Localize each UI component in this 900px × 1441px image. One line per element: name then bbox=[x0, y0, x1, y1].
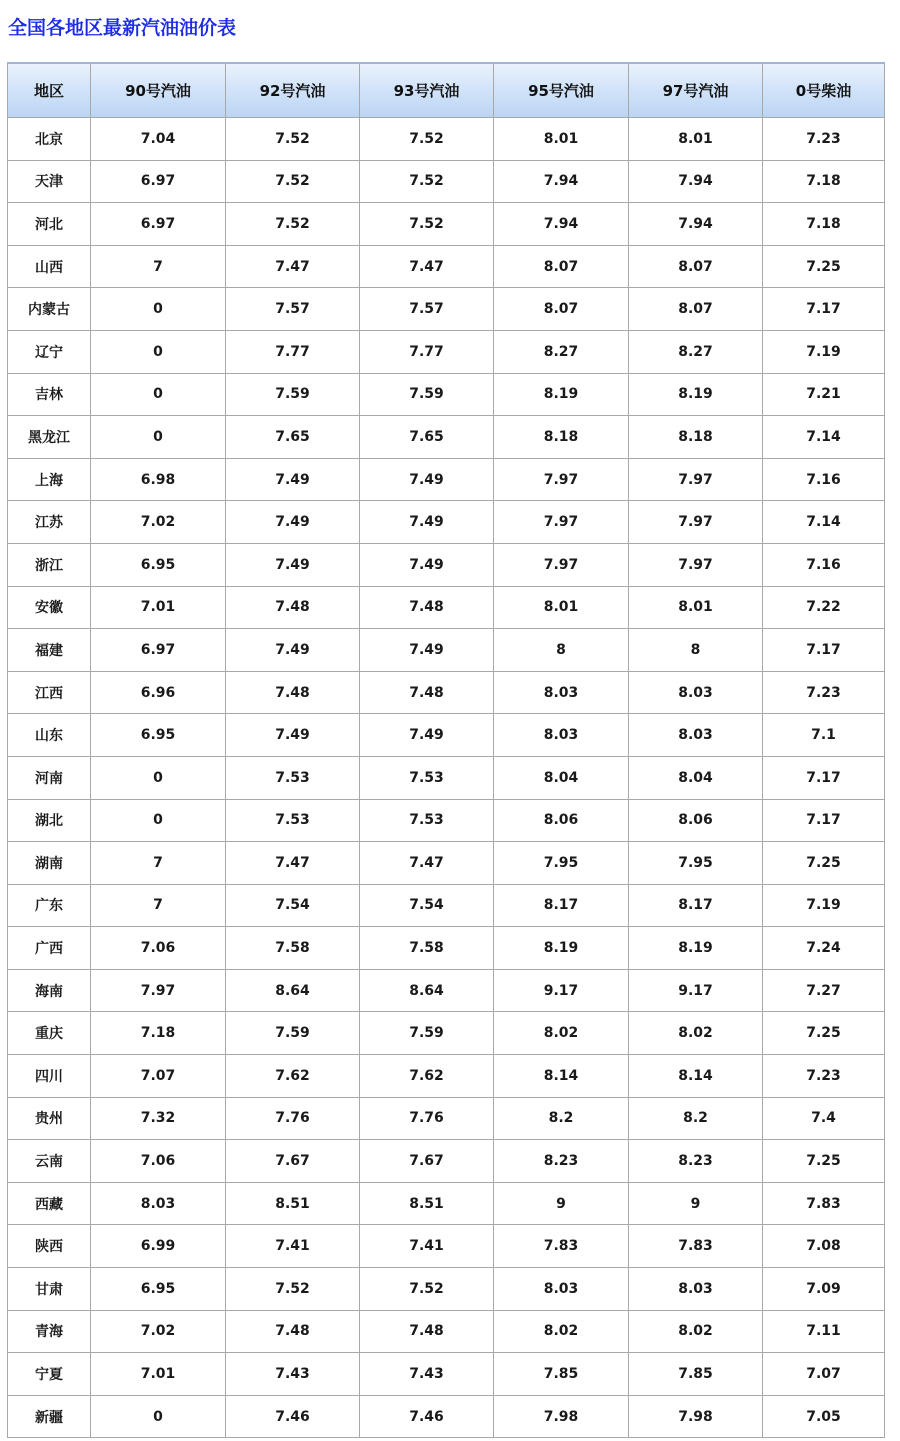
diesel-0-cell: 7.11 bbox=[763, 1310, 885, 1353]
table-header-row bbox=[8, 63, 885, 118]
diesel-0-cell: 7.25 bbox=[763, 842, 885, 885]
gasoline-90-cell: 6.98 bbox=[91, 458, 226, 501]
gasoline-97-cell: 8.03 bbox=[629, 671, 763, 714]
gasoline-95-cell: 9 bbox=[494, 1182, 629, 1225]
gasoline-93-cell: 7.65 bbox=[360, 416, 494, 459]
gasoline-92-cell: 7.48 bbox=[226, 671, 360, 714]
diesel-0-cell: 7.22 bbox=[763, 586, 885, 629]
table-row bbox=[8, 160, 885, 203]
region-cell: 江苏 bbox=[8, 501, 91, 544]
gasoline-93-cell: 7.58 bbox=[360, 927, 494, 970]
table-row bbox=[8, 373, 885, 416]
gasoline-90-cell: 6.95 bbox=[91, 714, 226, 757]
region-cell: 山东 bbox=[8, 714, 91, 757]
gasoline-90-cell: 6.96 bbox=[91, 671, 226, 714]
gasoline-90-cell: 0 bbox=[91, 1395, 226, 1438]
diesel-0-cell: 7.21 bbox=[763, 373, 885, 416]
gasoline-93-cell: 7.52 bbox=[360, 118, 494, 161]
diesel-0-cell: 7.14 bbox=[763, 416, 885, 459]
gasoline-90-cell: 7.06 bbox=[91, 1140, 226, 1183]
table-row bbox=[8, 671, 885, 714]
gasoline-90-cell: 7 bbox=[91, 245, 226, 288]
gasoline-92-cell: 7.49 bbox=[226, 714, 360, 757]
table-row bbox=[8, 501, 885, 544]
gasoline-93-cell: 8.64 bbox=[360, 969, 494, 1012]
gasoline-92-cell: 7.49 bbox=[226, 629, 360, 672]
gasoline-97-cell: 7.97 bbox=[629, 458, 763, 501]
gasoline-95-cell: 8.2 bbox=[494, 1097, 629, 1140]
region-cell: 甘肃 bbox=[8, 1268, 91, 1311]
gasoline-93-cell: 7.76 bbox=[360, 1097, 494, 1140]
table-row bbox=[8, 1012, 885, 1055]
gasoline-97-cell: 7.85 bbox=[629, 1353, 763, 1396]
table-row bbox=[8, 586, 885, 629]
gasoline-93-cell: 7.48 bbox=[360, 1310, 494, 1353]
gasoline-97-cell: 7.95 bbox=[629, 842, 763, 885]
gasoline-93-cell: 7.53 bbox=[360, 756, 494, 799]
gasoline-95-cell: 8.02 bbox=[494, 1310, 629, 1353]
gasoline-92-cell: 8.51 bbox=[226, 1182, 360, 1225]
gasoline-95-cell: 7.97 bbox=[494, 458, 629, 501]
gasoline-95-cell: 7.94 bbox=[494, 203, 629, 246]
region-cell: 湖北 bbox=[8, 799, 91, 842]
table-row bbox=[8, 756, 885, 799]
gasoline-95-cell: 8.14 bbox=[494, 1055, 629, 1098]
region-cell: 上海 bbox=[8, 458, 91, 501]
gasoline-90-cell: 7.02 bbox=[91, 1310, 226, 1353]
gasoline-90-cell: 0 bbox=[91, 373, 226, 416]
gasoline-92-cell: 7.52 bbox=[226, 203, 360, 246]
diesel-0-cell: 7.07 bbox=[763, 1353, 885, 1396]
region-cell: 广东 bbox=[8, 884, 91, 927]
region-cell: 北京 bbox=[8, 118, 91, 161]
region-cell: 重庆 bbox=[8, 1012, 91, 1055]
table-row bbox=[8, 799, 885, 842]
gasoline-97-cell: 8.19 bbox=[629, 927, 763, 970]
gasoline-97-cell: 9 bbox=[629, 1182, 763, 1225]
gasoline-92-cell: 7.47 bbox=[226, 842, 360, 885]
gasoline-90-cell: 7.01 bbox=[91, 1353, 226, 1396]
table-row bbox=[8, 1225, 885, 1268]
gasoline-93-cell: 7.41 bbox=[360, 1225, 494, 1268]
diesel-0-cell: 7.17 bbox=[763, 288, 885, 331]
diesel-0-cell: 7.24 bbox=[763, 927, 885, 970]
gasoline-97-cell: 7.98 bbox=[629, 1395, 763, 1438]
diesel-0-cell: 7.23 bbox=[763, 1055, 885, 1098]
gasoline-95-cell: 8.19 bbox=[494, 373, 629, 416]
gasoline-97-cell: 8.01 bbox=[629, 118, 763, 161]
gasoline-90-cell: 7.18 bbox=[91, 1012, 226, 1055]
gasoline-97-cell: 8.07 bbox=[629, 245, 763, 288]
gasoline-97-cell: 7.97 bbox=[629, 501, 763, 544]
gasoline-95-cell: 8.03 bbox=[494, 671, 629, 714]
gasoline-90-cell: 6.95 bbox=[91, 1268, 226, 1311]
gasoline-95-cell: 8.17 bbox=[494, 884, 629, 927]
table-row bbox=[8, 842, 885, 885]
gasoline-92-cell: 7.53 bbox=[226, 756, 360, 799]
gasoline-95-cell: 8.19 bbox=[494, 927, 629, 970]
gasoline-97-cell: 8.02 bbox=[629, 1012, 763, 1055]
gasoline-93-cell: 7.67 bbox=[360, 1140, 494, 1183]
gasoline-93-cell: 7.53 bbox=[360, 799, 494, 842]
gasoline-95-cell: 8.01 bbox=[494, 118, 629, 161]
gasoline-97-cell: 8.03 bbox=[629, 714, 763, 757]
gasoline-90-cell: 6.97 bbox=[91, 203, 226, 246]
region-cell: 新疆 bbox=[8, 1395, 91, 1438]
gasoline-95-cell: 7.94 bbox=[494, 160, 629, 203]
gasoline-95-cell: 8.27 bbox=[494, 330, 629, 373]
table-row bbox=[8, 288, 885, 331]
header-region: 地区 bbox=[8, 63, 91, 118]
table-row bbox=[8, 330, 885, 373]
gasoline-92-cell: 7.46 bbox=[226, 1395, 360, 1438]
gasoline-92-cell: 7.58 bbox=[226, 927, 360, 970]
region-cell: 河南 bbox=[8, 756, 91, 799]
region-cell: 浙江 bbox=[8, 543, 91, 586]
table-row bbox=[8, 1353, 885, 1396]
diesel-0-cell: 7.4 bbox=[763, 1097, 885, 1140]
gasoline-95-cell: 7.85 bbox=[494, 1353, 629, 1396]
table-row bbox=[8, 1097, 885, 1140]
gasoline-93-cell: 8.51 bbox=[360, 1182, 494, 1225]
table-row bbox=[8, 927, 885, 970]
diesel-0-cell: 7.16 bbox=[763, 543, 885, 586]
region-cell: 江西 bbox=[8, 671, 91, 714]
region-cell: 内蒙古 bbox=[8, 288, 91, 331]
gasoline-97-cell: 8.06 bbox=[629, 799, 763, 842]
gasoline-90-cell: 7.06 bbox=[91, 927, 226, 970]
gasoline-93-cell: 7.52 bbox=[360, 1268, 494, 1311]
gasoline-95-cell: 8.07 bbox=[494, 245, 629, 288]
table-row bbox=[8, 416, 885, 459]
table-row bbox=[8, 1182, 885, 1225]
gasoline-93-cell: 7.47 bbox=[360, 245, 494, 288]
header-gasoline-93: 93号汽油 bbox=[360, 63, 494, 118]
gasoline-95-cell: 7.97 bbox=[494, 543, 629, 586]
gasoline-97-cell: 8 bbox=[629, 629, 763, 672]
gasoline-90-cell: 6.97 bbox=[91, 160, 226, 203]
gasoline-92-cell: 7.49 bbox=[226, 543, 360, 586]
gasoline-93-cell: 7.49 bbox=[360, 543, 494, 586]
gasoline-95-cell: 7.98 bbox=[494, 1395, 629, 1438]
gasoline-93-cell: 7.59 bbox=[360, 1012, 494, 1055]
table-row bbox=[8, 1140, 885, 1183]
gasoline-92-cell: 7.77 bbox=[226, 330, 360, 373]
gasoline-95-cell: 8.06 bbox=[494, 799, 629, 842]
region-cell: 辽宁 bbox=[8, 330, 91, 373]
gasoline-90-cell: 7.02 bbox=[91, 501, 226, 544]
table-row bbox=[8, 629, 885, 672]
gasoline-92-cell: 7.48 bbox=[226, 1310, 360, 1353]
gasoline-97-cell: 9.17 bbox=[629, 969, 763, 1012]
gasoline-93-cell: 7.43 bbox=[360, 1353, 494, 1396]
region-cell: 河北 bbox=[8, 203, 91, 246]
gasoline-95-cell: 8.02 bbox=[494, 1012, 629, 1055]
region-cell: 山西 bbox=[8, 245, 91, 288]
region-cell: 陕西 bbox=[8, 1225, 91, 1268]
region-cell: 吉林 bbox=[8, 373, 91, 416]
diesel-0-cell: 7.27 bbox=[763, 969, 885, 1012]
page-title: 全国各地区最新汽油油价表 bbox=[8, 17, 237, 39]
gasoline-90-cell: 7.04 bbox=[91, 118, 226, 161]
gasoline-93-cell: 7.49 bbox=[360, 458, 494, 501]
region-cell: 宁夏 bbox=[8, 1353, 91, 1396]
region-cell: 贵州 bbox=[8, 1097, 91, 1140]
diesel-0-cell: 7.25 bbox=[763, 245, 885, 288]
gasoline-93-cell: 7.49 bbox=[360, 629, 494, 672]
diesel-0-cell: 7.25 bbox=[763, 1140, 885, 1183]
region-cell: 福建 bbox=[8, 629, 91, 672]
gasoline-90-cell: 0 bbox=[91, 330, 226, 373]
gasoline-95-cell: 9.17 bbox=[494, 969, 629, 1012]
header-gasoline-92: 92号汽油 bbox=[226, 63, 360, 118]
region-cell: 天津 bbox=[8, 160, 91, 203]
gasoline-90-cell: 7 bbox=[91, 884, 226, 927]
gasoline-90-cell: 7.01 bbox=[91, 586, 226, 629]
gasoline-95-cell: 7.95 bbox=[494, 842, 629, 885]
gasoline-97-cell: 8.23 bbox=[629, 1140, 763, 1183]
gasoline-90-cell: 0 bbox=[91, 799, 226, 842]
diesel-0-cell: 7.17 bbox=[763, 799, 885, 842]
gasoline-92-cell: 7.47 bbox=[226, 245, 360, 288]
gasoline-97-cell: 8.07 bbox=[629, 288, 763, 331]
gasoline-92-cell: 7.49 bbox=[226, 501, 360, 544]
region-cell: 安徽 bbox=[8, 586, 91, 629]
oil-price-table bbox=[7, 62, 885, 1438]
gasoline-95-cell: 8.23 bbox=[494, 1140, 629, 1183]
gasoline-92-cell: 7.49 bbox=[226, 458, 360, 501]
gasoline-90-cell: 7.32 bbox=[91, 1097, 226, 1140]
gasoline-92-cell: 7.43 bbox=[226, 1353, 360, 1396]
table-row bbox=[8, 1055, 885, 1098]
gasoline-95-cell: 8.04 bbox=[494, 756, 629, 799]
gasoline-93-cell: 7.52 bbox=[360, 203, 494, 246]
gasoline-90-cell: 7 bbox=[91, 842, 226, 885]
gasoline-97-cell: 8.18 bbox=[629, 416, 763, 459]
region-cell: 青海 bbox=[8, 1310, 91, 1353]
diesel-0-cell: 7.1 bbox=[763, 714, 885, 757]
header-gasoline-97: 97号汽油 bbox=[629, 63, 763, 118]
table-row bbox=[8, 245, 885, 288]
table-body bbox=[8, 118, 885, 1438]
region-cell: 海南 bbox=[8, 969, 91, 1012]
gasoline-92-cell: 7.48 bbox=[226, 586, 360, 629]
gasoline-93-cell: 7.54 bbox=[360, 884, 494, 927]
gasoline-90-cell: 8.03 bbox=[91, 1182, 226, 1225]
diesel-0-cell: 7.83 bbox=[763, 1182, 885, 1225]
diesel-0-cell: 7.18 bbox=[763, 203, 885, 246]
diesel-0-cell: 7.18 bbox=[763, 160, 885, 203]
gasoline-93-cell: 7.59 bbox=[360, 373, 494, 416]
gasoline-92-cell: 7.59 bbox=[226, 373, 360, 416]
header-gasoline-90: 90号汽油 bbox=[91, 63, 226, 118]
gasoline-97-cell: 7.97 bbox=[629, 543, 763, 586]
gasoline-97-cell: 8.03 bbox=[629, 1268, 763, 1311]
gasoline-93-cell: 7.77 bbox=[360, 330, 494, 373]
gasoline-92-cell: 7.52 bbox=[226, 1268, 360, 1311]
gasoline-92-cell: 7.52 bbox=[226, 118, 360, 161]
header-diesel-0: 0号柴油 bbox=[763, 63, 885, 118]
gasoline-93-cell: 7.49 bbox=[360, 501, 494, 544]
diesel-0-cell: 7.16 bbox=[763, 458, 885, 501]
gasoline-93-cell: 7.52 bbox=[360, 160, 494, 203]
gasoline-97-cell: 7.94 bbox=[629, 203, 763, 246]
table-row bbox=[8, 1310, 885, 1353]
gasoline-97-cell: 8.04 bbox=[629, 756, 763, 799]
gasoline-97-cell: 8.14 bbox=[629, 1055, 763, 1098]
gasoline-97-cell: 7.94 bbox=[629, 160, 763, 203]
gasoline-95-cell: 8.18 bbox=[494, 416, 629, 459]
gasoline-90-cell: 0 bbox=[91, 288, 226, 331]
gasoline-97-cell: 8.01 bbox=[629, 586, 763, 629]
gasoline-95-cell: 7.97 bbox=[494, 501, 629, 544]
gasoline-93-cell: 7.49 bbox=[360, 714, 494, 757]
table-row bbox=[8, 714, 885, 757]
gasoline-97-cell: 8.17 bbox=[629, 884, 763, 927]
diesel-0-cell: 7.19 bbox=[763, 884, 885, 927]
diesel-0-cell: 7.17 bbox=[763, 756, 885, 799]
region-cell: 黑龙江 bbox=[8, 416, 91, 459]
gasoline-90-cell: 6.97 bbox=[91, 629, 226, 672]
gasoline-93-cell: 7.46 bbox=[360, 1395, 494, 1438]
gasoline-92-cell: 7.57 bbox=[226, 288, 360, 331]
region-cell: 四川 bbox=[8, 1055, 91, 1098]
diesel-0-cell: 7.19 bbox=[763, 330, 885, 373]
gasoline-97-cell: 8.02 bbox=[629, 1310, 763, 1353]
diesel-0-cell: 7.05 bbox=[763, 1395, 885, 1438]
gasoline-90-cell: 6.95 bbox=[91, 543, 226, 586]
diesel-0-cell: 7.25 bbox=[763, 1012, 885, 1055]
diesel-0-cell: 7.23 bbox=[763, 671, 885, 714]
gasoline-92-cell: 7.59 bbox=[226, 1012, 360, 1055]
gasoline-97-cell: 8.27 bbox=[629, 330, 763, 373]
table-row bbox=[8, 1268, 885, 1311]
gasoline-90-cell: 0 bbox=[91, 756, 226, 799]
table-row bbox=[8, 458, 885, 501]
gasoline-95-cell: 8.03 bbox=[494, 714, 629, 757]
gasoline-97-cell: 8.2 bbox=[629, 1097, 763, 1140]
gasoline-92-cell: 7.67 bbox=[226, 1140, 360, 1183]
diesel-0-cell: 7.17 bbox=[763, 629, 885, 672]
gasoline-93-cell: 7.48 bbox=[360, 671, 494, 714]
gasoline-95-cell: 8 bbox=[494, 629, 629, 672]
gasoline-90-cell: 7.97 bbox=[91, 969, 226, 1012]
diesel-0-cell: 7.14 bbox=[763, 501, 885, 544]
header-gasoline-95: 95号汽油 bbox=[494, 63, 629, 118]
gasoline-95-cell: 7.83 bbox=[494, 1225, 629, 1268]
table-row bbox=[8, 118, 885, 161]
gasoline-93-cell: 7.57 bbox=[360, 288, 494, 331]
table-row bbox=[8, 543, 885, 586]
gasoline-97-cell: 7.83 bbox=[629, 1225, 763, 1268]
table-row bbox=[8, 203, 885, 246]
table-row bbox=[8, 884, 885, 927]
gasoline-90-cell: 7.07 bbox=[91, 1055, 226, 1098]
gasoline-92-cell: 7.54 bbox=[226, 884, 360, 927]
gasoline-92-cell: 7.62 bbox=[226, 1055, 360, 1098]
diesel-0-cell: 7.09 bbox=[763, 1268, 885, 1311]
gasoline-95-cell: 8.03 bbox=[494, 1268, 629, 1311]
gasoline-92-cell: 7.76 bbox=[226, 1097, 360, 1140]
gasoline-92-cell: 7.41 bbox=[226, 1225, 360, 1268]
diesel-0-cell: 7.23 bbox=[763, 118, 885, 161]
region-cell: 云南 bbox=[8, 1140, 91, 1183]
gasoline-93-cell: 7.48 bbox=[360, 586, 494, 629]
gasoline-95-cell: 8.07 bbox=[494, 288, 629, 331]
gasoline-93-cell: 7.47 bbox=[360, 842, 494, 885]
gasoline-92-cell: 8.64 bbox=[226, 969, 360, 1012]
table-row bbox=[8, 969, 885, 1012]
gasoline-92-cell: 7.52 bbox=[226, 160, 360, 203]
gasoline-92-cell: 7.53 bbox=[226, 799, 360, 842]
gasoline-95-cell: 8.01 bbox=[494, 586, 629, 629]
table-row bbox=[8, 1395, 885, 1438]
gasoline-90-cell: 6.99 bbox=[91, 1225, 226, 1268]
region-cell: 西藏 bbox=[8, 1182, 91, 1225]
gasoline-97-cell: 8.19 bbox=[629, 373, 763, 416]
region-cell: 广西 bbox=[8, 927, 91, 970]
gasoline-92-cell: 7.65 bbox=[226, 416, 360, 459]
gasoline-93-cell: 7.62 bbox=[360, 1055, 494, 1098]
gasoline-90-cell: 0 bbox=[91, 416, 226, 459]
region-cell: 湖南 bbox=[8, 842, 91, 885]
diesel-0-cell: 7.08 bbox=[763, 1225, 885, 1268]
